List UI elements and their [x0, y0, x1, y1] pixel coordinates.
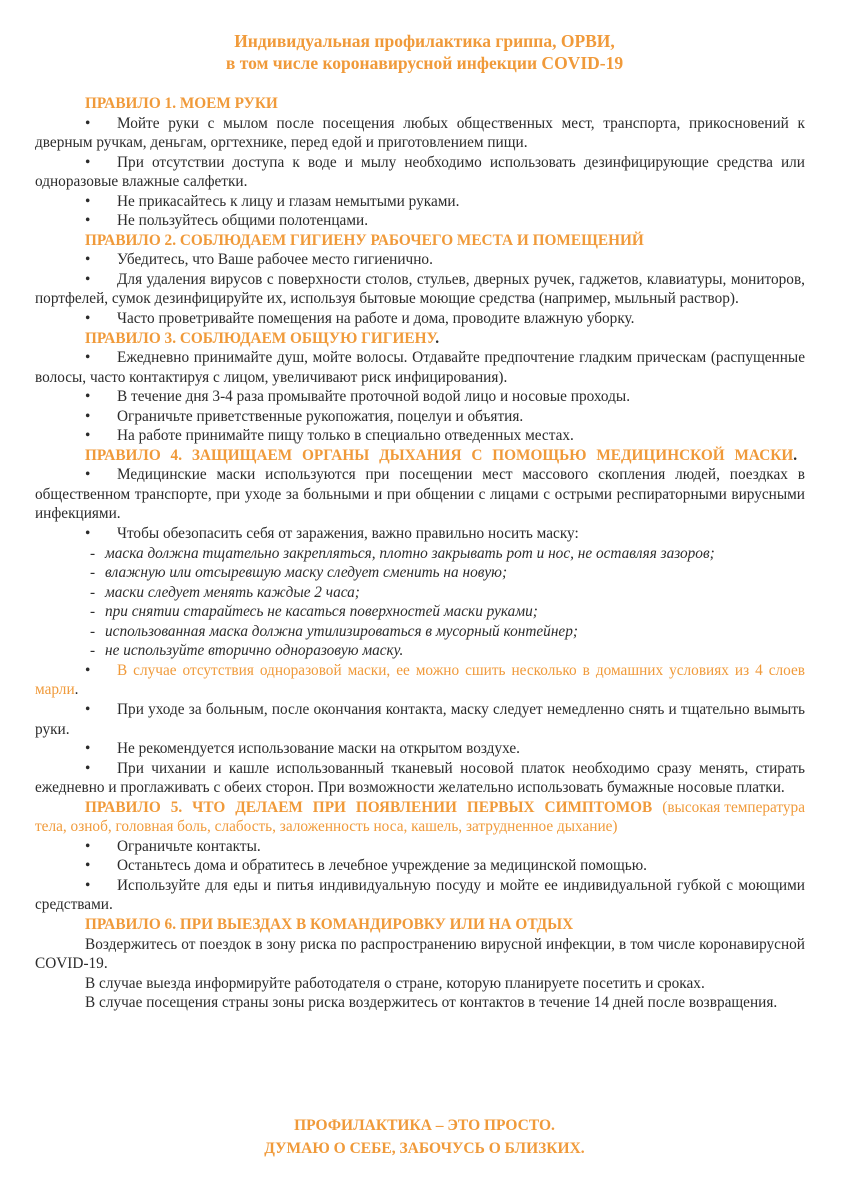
- footer-slogan: [0, 1114, 849, 1160]
- bullet-icon: •: [85, 388, 91, 406]
- list-item: • В течение дня 3-4 раза промывайте проточной водой лицо и носовые проходы.: [85, 388, 631, 406]
- bullet-icon: •: [85, 466, 91, 484]
- list-item: • Останьтесь дома и обратитесь в лечебное учреждение за медицинской помощью.: [85, 857, 647, 875]
- bullet-icon: •: [85, 700, 91, 718]
- bullet-icon: •: [85, 407, 91, 425]
- paragraph: В случае выезда информируйте работодателя о стране, которую планируете посетить и сроках.: [85, 974, 705, 992]
- list-item: • При уходе за больным, после окончания контакта, маску следует немедленно снять и тщательно вымыть руки.: [35, 700, 805, 738]
- list-item: • Не рекомендуется использование маски на открытом воздухе.: [85, 740, 520, 758]
- list-item: • Используйте для еды и питья индивидуальную посуду и мойте ее индивидуальной губкой с моющими средствами.: [35, 876, 805, 914]
- dash-item: - использованная маска должна утилизироваться в мусорный контейнер;: [90, 622, 578, 640]
- dash-item: - не используйте вторично одноразовую маску.: [90, 642, 404, 660]
- rule-1-heading: ПРАВИЛО 1. МОЕМ РУКИ: [85, 95, 278, 112]
- list-item: • Не пользуйтесь общими полотенцами.: [85, 212, 369, 230]
- list-item: • Часто проветривайте помещения на работе и дома, проводите влажную уборку.: [85, 310, 635, 328]
- list-item: • При чихании и кашле использованный тканевый носовой платок необходимо сразу менять, стирать ежедневно и проглаживать с обеих сторон. При возможности желательно использовать бумажные носовые платки.: [35, 759, 805, 797]
- list-item: • Ежедневно принимайте душ, мойте волосы. Отдавайте предпочтение гладким прическам (распущенные волосы, часто контактируя с лицом, увеличивают риск инфицирования).: [35, 349, 805, 386]
- list-item: • Чтобы обезопасить себя от заражения, важно правильно носить маску:: [85, 525, 579, 543]
- bullet-icon: •: [85, 427, 91, 445]
- bullet-icon: •: [85, 153, 91, 171]
- bullet-icon: •: [85, 212, 91, 230]
- bullet-icon: •: [85, 349, 91, 367]
- list-item: • Ограничьте контакты.: [85, 837, 261, 855]
- list-item: • Не прикасайтесь к лицу и глазам немытыми руками.: [85, 192, 460, 210]
- rule-6-heading: ПРАВИЛО 6. ПРИ ВЫЕЗДАХ В КОМАНДИРОВКУ ИЛИ НА ОТДЫХ: [85, 915, 574, 933]
- bullet-icon: •: [85, 192, 91, 210]
- list-item: • Убедитесь, что Ваше рабочее место гигиенично.: [85, 251, 433, 269]
- rule-3-heading: ПРАВИЛО 3. СОБЛЮДАЕМ ОБЩУЮ ГИГИЕНУ.: [85, 329, 440, 347]
- list-item: • Мойте руки с мылом после посещения любых общественных мест, транспорта, прикосновений к дверным ручкам, деньгам, оргтехнике, перед едой и приготовлением пищи.: [35, 114, 805, 152]
- dash-item: - маски следует менять каждые 2 часа;: [90, 583, 360, 601]
- footer-line-2: ДУМАЮ О СЕБЕ, ЗАБОЧУСЬ О БЛИЗКИХ.: [264, 1140, 585, 1157]
- bullet-icon: •: [85, 525, 91, 543]
- list-item: • При отсутствии доступа к воде и мылу необходимо использовать дезинфицирующие средства или одноразовые влажные салфетки.: [35, 153, 805, 191]
- bullet-icon: •: [85, 114, 91, 132]
- bullet-icon: •: [85, 876, 91, 894]
- bullet-icon: •: [85, 251, 91, 269]
- bullet-icon: •: [85, 661, 91, 679]
- rule-4-heading: ПРАВИЛО 4. ЗАЩИЩАЕМ ОРГАНЫ ДЫХАНИЯ С ПОМОЩЬЮ МЕДИЦИНСКОЙ МАСКИ.: [85, 446, 798, 464]
- dash-item: - при снятии старайтесь не касаться поверхностей маски руками;: [90, 603, 538, 621]
- list-item: • Ограничьте приветственные рукопожатия, поцелуи и объятия.: [85, 407, 524, 425]
- dash-item: - маска должна тщательно закрепляться, плотно закрывать рот и нос, не оставляя зазоров;: [90, 544, 715, 562]
- bullet-icon: •: [85, 740, 91, 758]
- document-body: [35, 94, 805, 1013]
- bullet-icon: •: [85, 310, 91, 328]
- title-line-2: в том числе коронавирусной инфекции COVID-19: [225, 53, 624, 73]
- bullet-icon: •: [85, 837, 91, 855]
- title-line-1: Индивидуальная профилактика гриппа, ОРВИ,: [234, 31, 615, 51]
- footer-line-1: ПРОФИЛАКТИКА – ЭТО ПРОСТО.: [294, 1117, 555, 1134]
- rule-2-heading: ПРАВИЛО 2. СОБЛЮДАЕМ ГИГИЕНУ РАБОЧЕГО МЕСТА И ПОМЕЩЕНИЙ: [85, 231, 644, 249]
- bullet-icon: •: [85, 759, 91, 777]
- list-item: • Медицинские маски используются при посещении мест массового скопления людей, поездках в общественном транспорте, при уходе за больными и при общении с лицами с острыми респираторными вирусными инфекциями.: [35, 466, 805, 523]
- list-item: • Для удаления вирусов с поверхности столов, стульев, дверных ручек, гаджетов, клавиатуры, мониторов, портфелей, сумок дезинфицируйте их, используя бытовые моющие средства (например, мыльный раствор).: [35, 270, 805, 308]
- dash-item: - влажную или отсыревшую маску следует сменить на новую;: [90, 564, 508, 582]
- rule-5-heading: ПРАВИЛО 5. ЧТО ДЕЛАЕМ ПРИ ПОЯВЛЕНИИ ПЕРВЫХ СИМПТОМОВ (высокая температура тела, озноб, головная боль, слабость, заложенность носа, кашель, затрудненное дыхание): [35, 798, 805, 836]
- paragraph: Воздержитесь от поездок в зону риска по распространению вирусной инфекции, в том числе коронавирусной COVID-19.: [35, 935, 805, 973]
- highlight-item: • В случае отсутствия одноразовой маски, ее можно сшить несколько в домашних условиях из 4 слоев марли.: [35, 661, 805, 699]
- paragraph: В случае посещения страны зоны риска воздержитесь от контактов в течение 14 дней после возвращения.: [85, 994, 778, 1012]
- bullet-icon: •: [85, 270, 91, 288]
- list-item: • На работе принимайте пищу только в специально отведенных местах.: [85, 427, 574, 445]
- bullet-icon: •: [85, 857, 91, 875]
- document-title: [0, 30, 849, 74]
